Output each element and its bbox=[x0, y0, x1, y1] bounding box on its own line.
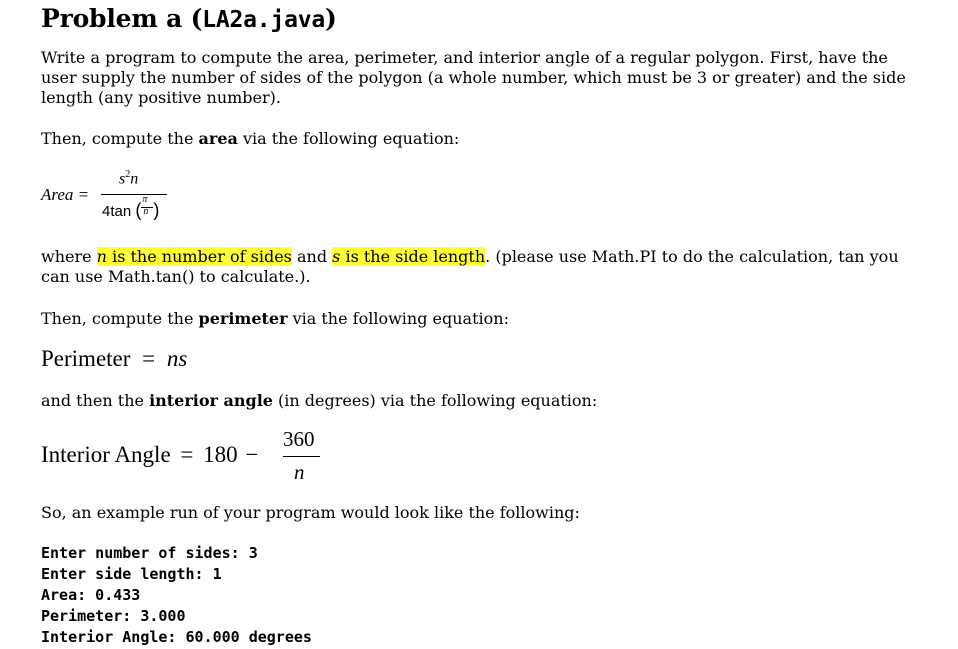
highlight-s bbox=[332, 247, 485, 266]
area-den-pi: π bbox=[142, 194, 148, 205]
angle-eq: = bbox=[180, 442, 194, 467]
angle-intro-after: (in degrees) via the following equation: bbox=[272, 391, 598, 410]
area-den-n: n bbox=[143, 206, 149, 217]
angle-formula bbox=[41, 428, 341, 488]
highlight-s-var: s bbox=[332, 247, 341, 266]
angle-numerator: 360 bbox=[283, 427, 315, 451]
angle-minus: − bbox=[245, 442, 259, 467]
area-intro-before: Then, compute the bbox=[41, 129, 199, 148]
perimeter-intro-before: Then, compute the bbox=[41, 309, 199, 328]
problem-title bbox=[41, 4, 337, 33]
angle-denominator: n bbox=[294, 460, 305, 484]
perimeter-intro-bold: perimeter bbox=[198, 309, 288, 328]
where-part2: and bbox=[291, 247, 333, 266]
perimeter-eq: = bbox=[142, 346, 156, 371]
angle-intro-bold: interior angle bbox=[149, 391, 273, 410]
example-output bbox=[41, 543, 312, 648]
output-line: Interior Angle: 60.000 degrees bbox=[41, 628, 312, 646]
title-filename: LA2a.java bbox=[202, 7, 326, 33]
perimeter-intro-after: via the following equation: bbox=[287, 309, 509, 328]
area-denominator bbox=[102, 194, 160, 221]
area-den-paren-close: ) bbox=[153, 200, 160, 220]
intro-paragraph: Write a program to compute the area, perimeter, and interior angle of a regular polygon. First, have the user supply the number of sides of the polygon (a whole number, which must be 3 or greater) and the side length (any positive number). bbox=[41, 48, 906, 107]
example-intro: So, an example run of your program would look like the following: bbox=[41, 503, 580, 522]
perimeter-label: Perimeter bbox=[41, 346, 131, 371]
angle-intro-before: and then the bbox=[41, 391, 150, 410]
area-den-pi-frac bbox=[141, 194, 153, 218]
where-paragraph bbox=[41, 247, 921, 287]
highlight-n-text: is the number of sides bbox=[106, 247, 292, 266]
area-num-base: s bbox=[119, 170, 126, 188]
area-fraction-bar bbox=[101, 194, 167, 195]
area-numerator bbox=[119, 169, 138, 188]
title-text: Problem a ( bbox=[41, 4, 203, 33]
area-intro bbox=[41, 129, 921, 149]
angle-fraction-bar bbox=[283, 456, 320, 457]
angle-180: 180 bbox=[203, 442, 238, 467]
angle-intro bbox=[41, 391, 921, 411]
angle-lhs bbox=[41, 442, 258, 468]
perimeter-rhs: ns bbox=[166, 346, 188, 371]
output-line: Perimeter: 3.000 bbox=[41, 607, 186, 625]
output-line: Area: 0.433 bbox=[41, 586, 141, 604]
area-intro-after: via the following equation: bbox=[237, 129, 460, 148]
area-label: Area = bbox=[41, 185, 90, 204]
output-line: Enter side length: 1 bbox=[41, 565, 222, 583]
angle-label: Interior Angle bbox=[41, 442, 171, 467]
where-part1: where bbox=[41, 247, 97, 266]
perimeter-intro bbox=[41, 309, 921, 329]
area-den-paren-open: ( bbox=[135, 200, 142, 220]
highlight-n bbox=[97, 247, 292, 266]
area-num-var: n bbox=[130, 170, 139, 188]
title-close: ) bbox=[325, 4, 337, 33]
area-den-prefix: 4tan bbox=[102, 203, 132, 220]
highlight-s-text: is the side length bbox=[340, 247, 486, 266]
output-line: Enter number of sides: 3 bbox=[41, 544, 258, 562]
perimeter-formula bbox=[41, 346, 187, 372]
area-num-exp: 2 bbox=[125, 169, 131, 180]
where-part3: . (please use Math.PI to do the calculation, tan you can use Math.tan() to calculate.). bbox=[41, 247, 899, 286]
highlight-n-var: n bbox=[96, 247, 107, 266]
area-intro-bold: area bbox=[198, 129, 238, 148]
